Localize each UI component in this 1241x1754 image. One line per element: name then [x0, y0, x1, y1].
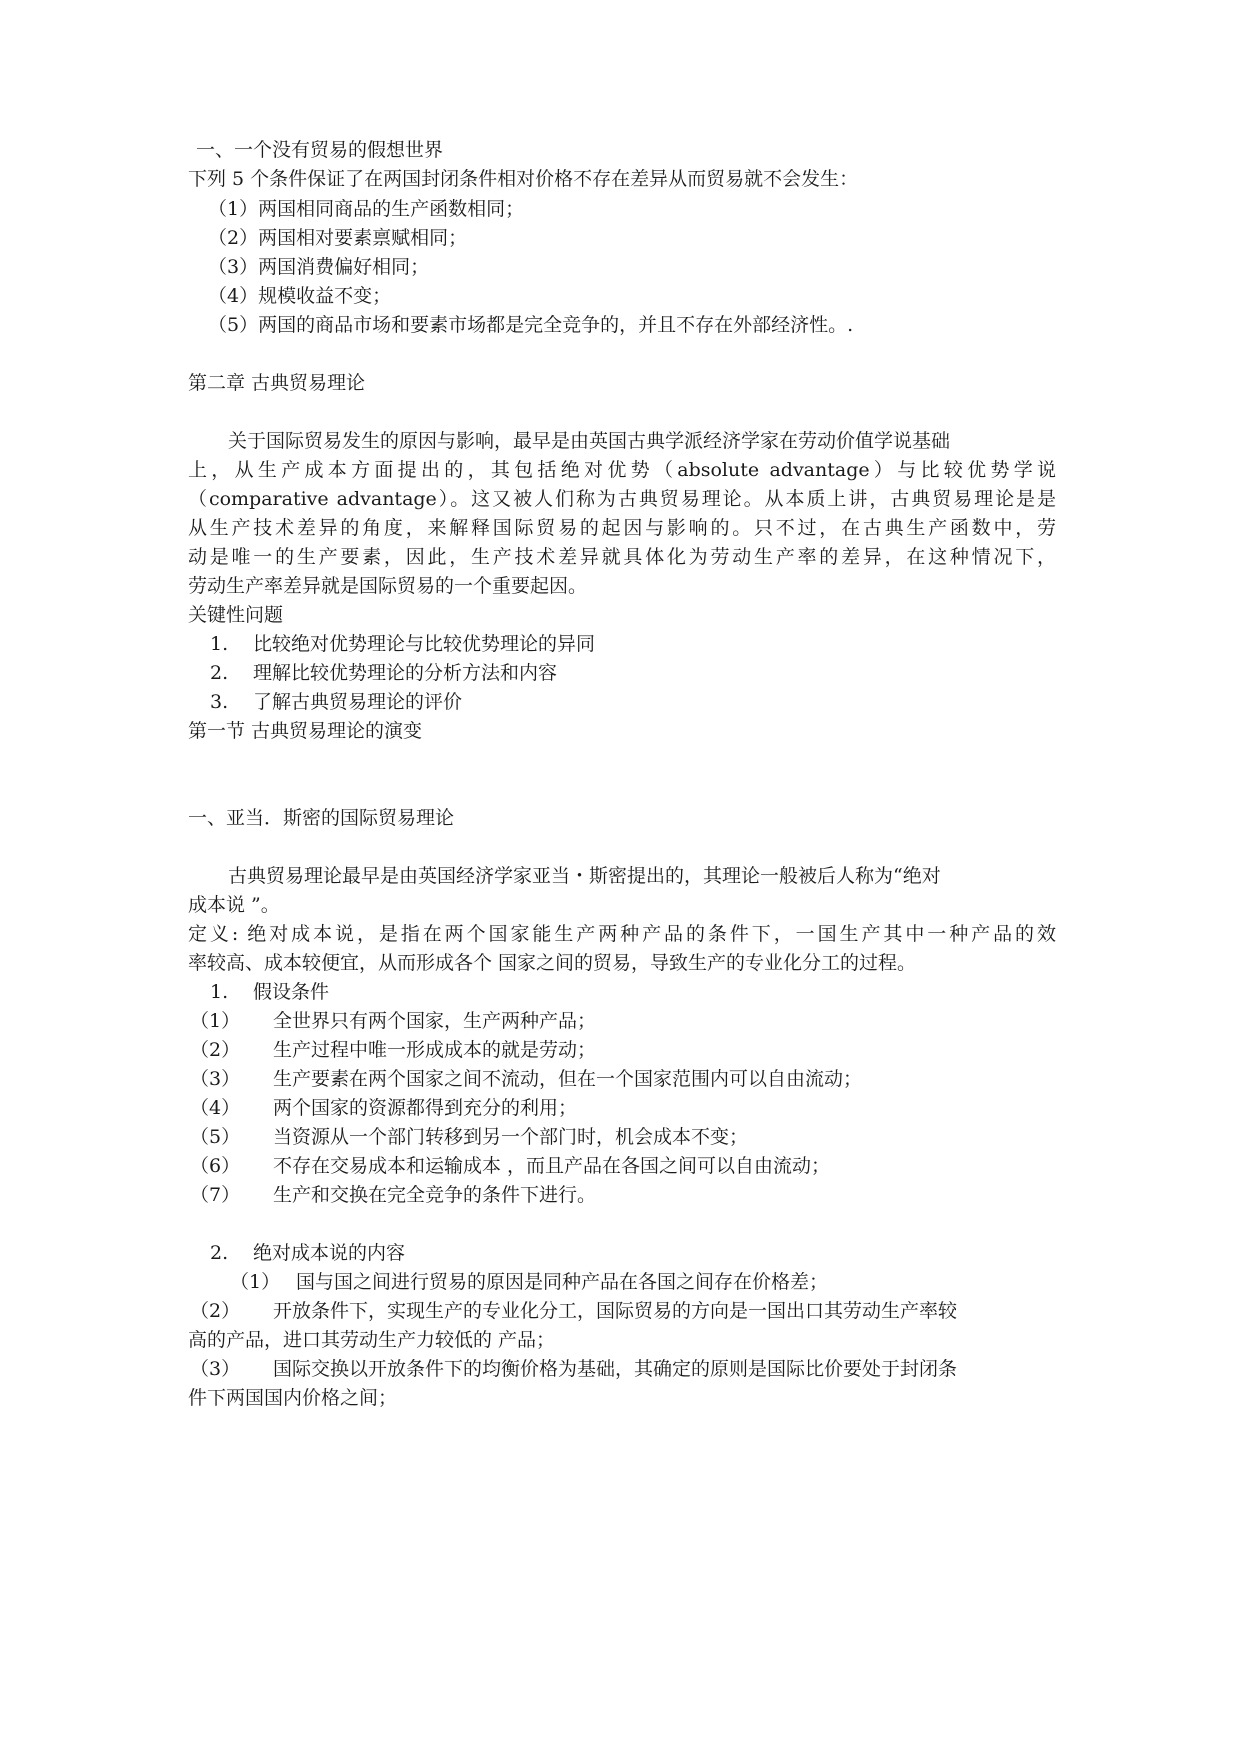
- assumption-number: （5）: [190, 1126, 241, 1148]
- assumption-number: （6）: [190, 1155, 241, 1177]
- content-item-text: 高的产品，进口其劳动生产力较低的 产品；: [188, 1329, 556, 1351]
- content-item-text: 国与国之间进行贸易的原因是同种产品在各国之间存在价格差；: [296, 1271, 829, 1293]
- condition-3: （3）两国消费偏好相同；: [208, 256, 430, 278]
- content-item-text: 国际交换以开放条件下的均衡价格为基础，其确定的原则是国际比价要处于封闭条: [273, 1358, 958, 1380]
- intro-paragraph-line: （comparative advantage）。这又被人们称为古典贸易理论。从本质上讲，古典贸易理论是是: [188, 488, 1056, 510]
- content-heading: 绝对成本说的内容: [253, 1242, 406, 1264]
- assumption-text: 生产过程中唯一形成成本的就是劳动；: [273, 1039, 597, 1061]
- intro-paragraph-line: 动是唯一的生产要素，因此，生产技术差异就具体化为劳动生产率的差异，在这种情况下，: [188, 546, 1056, 568]
- content-item-number: （1）: [230, 1271, 281, 1293]
- intro-paragraph-line: 劳动生产率差异就是国际贸易的一个重要起因。: [188, 575, 588, 597]
- content-item-number: （3）: [190, 1358, 241, 1380]
- assumption-text: 生产要素在两个国家之间不流动，但在一个国家范围内可以自由流动；: [273, 1068, 863, 1090]
- section-1-title: 第一节 古典贸易理论的演变: [188, 720, 423, 742]
- content-item-number: （2）: [190, 1300, 241, 1322]
- assumption-number: （3）: [190, 1068, 241, 1090]
- key-question-text: 理解比较优势理论的分析方法和内容: [253, 662, 558, 684]
- key-question-text: 了解古典贸易理论的评价: [253, 691, 463, 713]
- key-question-number: 3.: [210, 691, 229, 713]
- condition-2: （2）两国相对要素禀赋相同；: [208, 227, 468, 249]
- assumptions-heading: 假设条件: [253, 981, 330, 1003]
- assumption-number: （1）: [190, 1010, 241, 1032]
- key-question-number: 1.: [210, 633, 229, 655]
- assumption-text: 当资源从一个部门转移到另一个部门时，机会成本不变；: [273, 1126, 749, 1148]
- content-item-text: 件下两国国内价格之间；: [188, 1387, 398, 1409]
- condition-5: （5）两国的商品市场和要素市场都是完全竞争的，并且不存在外部经济性。.: [208, 314, 854, 336]
- assumption-number: （2）: [190, 1039, 241, 1061]
- section-heading-no-trade: 一、一个没有贸易的假想世界: [196, 139, 444, 161]
- assumptions-number: 1.: [210, 981, 229, 1003]
- content-item-text: 开放条件下，实现生产的专业化分工，国际贸易的方向是一国出口其劳动生产率较: [273, 1300, 958, 1322]
- key-question-text: 比较绝对优势理论与比较优势理论的异同: [253, 633, 596, 655]
- assumption-text: 全世界只有两个国家，生产两种产品；: [273, 1010, 597, 1032]
- adam-smith-intro-line: 古典贸易理论最早是由英国经济学家亚当・斯密提出的，其理论一般被后人称为“绝对: [228, 865, 941, 887]
- chapter-title: 第二章 古典贸易理论: [188, 372, 366, 394]
- key-questions-label: 关键性问题: [188, 604, 284, 626]
- adam-smith-heading: 一、亚当．斯密的国际贸易理论: [188, 807, 455, 829]
- assumption-text: 生产和交换在完全竞争的条件下进行。: [273, 1184, 597, 1206]
- intro-paragraph-line: 从生产技术差异的角度，来解释国际贸易的起因与影响的。只不过，在古典生产函数中，劳: [188, 517, 1056, 539]
- conditions-lead: 下列 5 个条件保证了在两国封闭条件相对价格不存在差异从而贸易就不会发生：: [188, 168, 859, 190]
- adam-smith-intro-line: 成本说 ”。: [188, 894, 280, 916]
- definition-line: 率较高、成本较便宜，从而形成各个 国家之间的贸易，导致生产的专业化分工的过程。: [188, 952, 917, 974]
- condition-1: （1）两国相同商品的生产函数相同；: [208, 198, 525, 220]
- intro-paragraph-line: 关于国际贸易发生的原因与影响，最早是由英国古典学派经济学家在劳动价值学说基础: [228, 430, 951, 452]
- key-question-number: 2.: [210, 662, 229, 684]
- intro-paragraph-line: 上，从生产成本方面提出的，其包括绝对优势（absolute advantage）与比较优势学说: [188, 459, 1056, 481]
- assumption-text: 不存在交易成本和运输成本 ，而且产品在各国之间可以自由流动；: [273, 1155, 831, 1177]
- definition-line: 定义: 绝对成本说，是指在两个国家能生产两种产品的条件下，一国生产其中一种产品的效: [188, 923, 1056, 945]
- assumption-text: 两个国家的资源都得到充分的利用；: [273, 1097, 578, 1119]
- assumption-number: （4）: [190, 1097, 241, 1119]
- condition-4: （4）规模收益不变；: [208, 285, 392, 307]
- content-number: 2.: [210, 1242, 229, 1264]
- assumption-number: （7）: [190, 1184, 241, 1206]
